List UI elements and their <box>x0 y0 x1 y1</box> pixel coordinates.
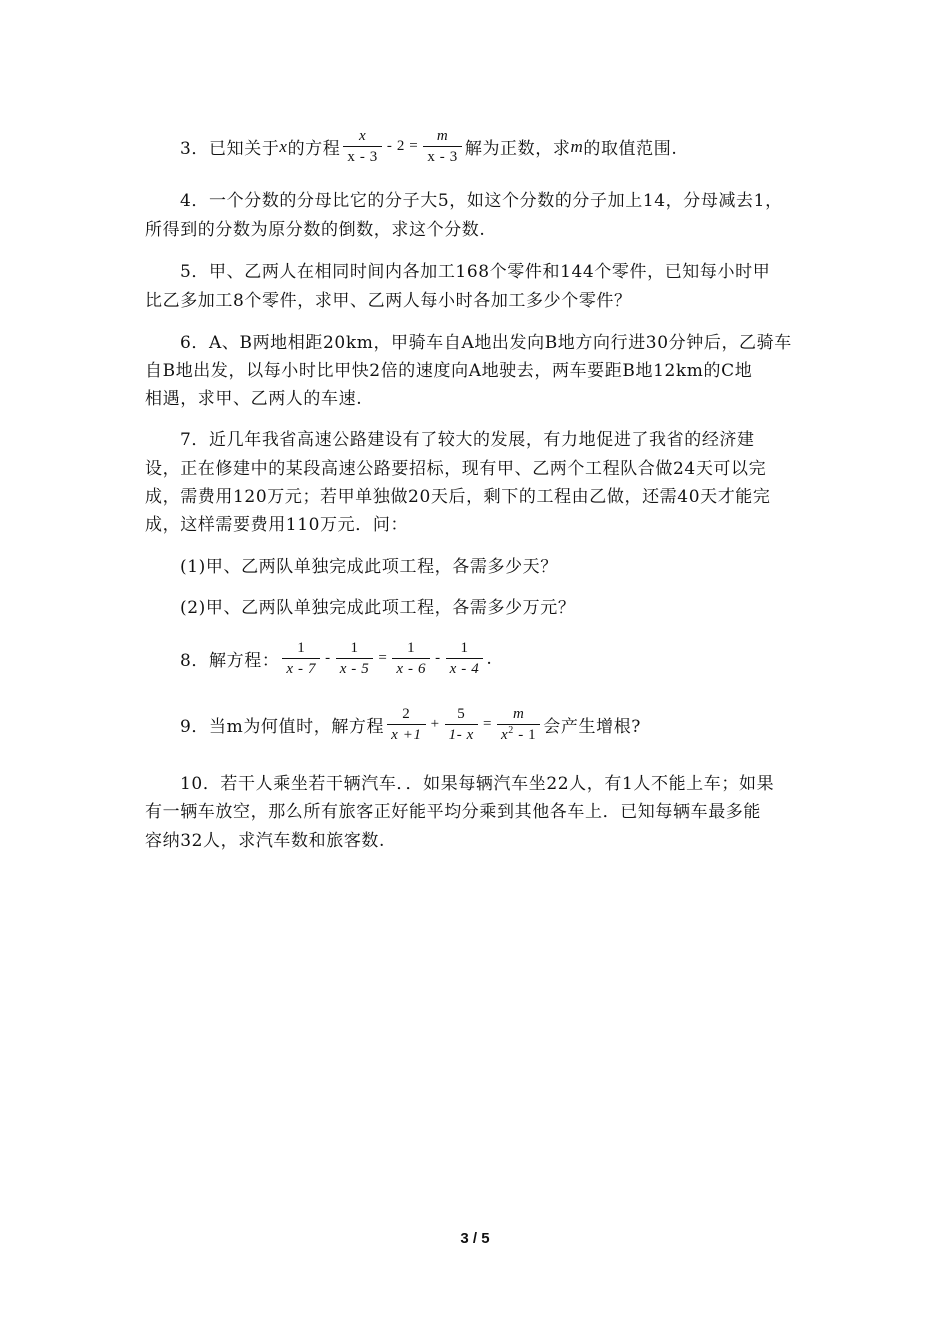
q7-sub-1: (1)甲、乙两队单独完成此项工程，各需多少天？ <box>180 557 558 577</box>
q3-suffix-2: 的取值范围. <box>583 139 678 159</box>
q3-mid: 的方程 <box>287 139 341 159</box>
q3-fraction-1 <box>343 128 382 165</box>
q8-suffix: . <box>486 648 493 669</box>
q8-fraction-1 <box>282 640 320 677</box>
q9-frac3-den-exponent: 2 <box>508 725 514 736</box>
q3-suffix-1: 解为正数，求 <box>464 139 571 159</box>
q7-sub-2: (2)甲、乙两队单独完成此项工程，各需多少万元？ <box>180 598 576 618</box>
q6-line-1: 6．A、B两地相距20km，甲骑车自A地出发向B地方向行进30分钟后，乙骑车 <box>180 333 792 353</box>
q9-operator-2: = <box>482 716 493 732</box>
q9-frac3-den-base: x <box>501 727 509 743</box>
q8-frac2-numerator: 1 <box>350 640 359 656</box>
q8-operator-2: = <box>378 650 388 666</box>
q8-frac4-denominator: x - 4 <box>446 658 484 677</box>
q9-frac3-numerator: m <box>512 706 525 722</box>
q3-frac2-numerator: m <box>436 128 449 144</box>
q6-line-3: 相遇，求甲、乙两人的车速. <box>145 389 363 409</box>
q5-line-1: 5．甲、乙两人在相同时间内各加工168个零件和144个零件，已知每小时甲 <box>180 262 771 282</box>
q9-prefix: 9．当m为何值时，解方程 <box>180 717 385 737</box>
q9-fraction-1 <box>387 706 425 743</box>
q8-frac1-numerator: 1 <box>297 640 306 656</box>
q3-var-m: m <box>570 136 584 156</box>
q7-line-1: 7．近几年我省高速公路建设有了较大的发展，有力地促进了我省的经济建 <box>180 430 755 450</box>
q9-frac2-numerator: 5 <box>457 706 466 722</box>
q8-frac3-denominator: x - 6 <box>392 658 430 677</box>
q8-frac1-denominator: x - 7 <box>282 658 320 677</box>
q8-fraction-3 <box>392 640 430 677</box>
q9-fraction-3 <box>497 706 540 743</box>
q9-frac3-denominator <box>497 724 540 743</box>
q3-frac1-denominator: x - 3 <box>343 146 382 165</box>
q6-line-2: 自B地出发，以每小时比甲快2倍的速度向A地驶去，两车要距B地12km的C地 <box>145 361 753 381</box>
q9-frac2-denominator: 1- x <box>445 724 478 743</box>
question-9 <box>180 706 641 743</box>
q8-operator-1: - <box>325 650 331 666</box>
q4-line-2: 所得到的分数为原分数的倒数，求这个分数. <box>145 220 486 240</box>
q4-line-1: 4．一个分数的分母比它的分子大5，如这个分数的分子加上14，分母减去1， <box>180 191 783 211</box>
q3-frac1-numerator: x <box>359 128 367 144</box>
question-3 <box>180 128 677 165</box>
q9-fraction-2 <box>445 706 478 743</box>
q10-line-2: 有一辆车放空，那么所有旅客正好能平均分乘到其他各车上．已知每辆车最多能 <box>145 802 761 822</box>
q7-line-2: 设，正在修建中的某段高速公路要招标，现有甲、乙两个工程队合做24天可以完 <box>145 459 767 479</box>
q5-line-2: 比乙多加工8个零件，求甲、乙两人每小时各加工多少个零件？ <box>145 291 632 311</box>
q9-frac1-numerator: 2 <box>402 706 411 722</box>
q8-fraction-2 <box>336 640 374 677</box>
q9-frac1-denominator: x +1 <box>387 724 425 743</box>
q3-var-x: x <box>279 136 288 156</box>
q9-frac3-den-tail: - 1 <box>513 727 537 743</box>
q3-fraction-2 <box>423 128 462 165</box>
q9-suffix: 会产生增根? <box>543 717 642 737</box>
q8-frac2-denominator: x - 5 <box>336 658 374 677</box>
q7-line-4: 成，这样需要费用110万元．问： <box>145 515 409 535</box>
q8-frac4-numerator: 1 <box>460 640 469 656</box>
q8-operator-3: - <box>435 650 441 666</box>
q8-fraction-4 <box>446 640 484 677</box>
question-8 <box>180 640 492 677</box>
q9-operator-1: + <box>430 716 440 732</box>
q10-line-1: 10．若干人乘坐若干辆汽车．．如果每辆汽车坐22人，有1人不能上车；如果 <box>180 774 775 794</box>
page-number: 3 / 5 <box>460 1230 490 1247</box>
q10-line-3: 容纳32人，求汽车数和旅客数. <box>145 831 386 851</box>
q3-prefix: 3．已知关于 <box>180 139 280 159</box>
q7-line-3: 成，需费用120万元；若甲单独做20天后，剩下的工程由乙做，还需40天才能完 <box>145 487 771 507</box>
q3-operator: - 2 = <box>386 138 419 154</box>
q8-prefix: 8．解方程： <box>180 651 280 671</box>
q8-frac3-numerator: 1 <box>407 640 416 656</box>
q3-frac2-denominator: x - 3 <box>423 146 462 165</box>
